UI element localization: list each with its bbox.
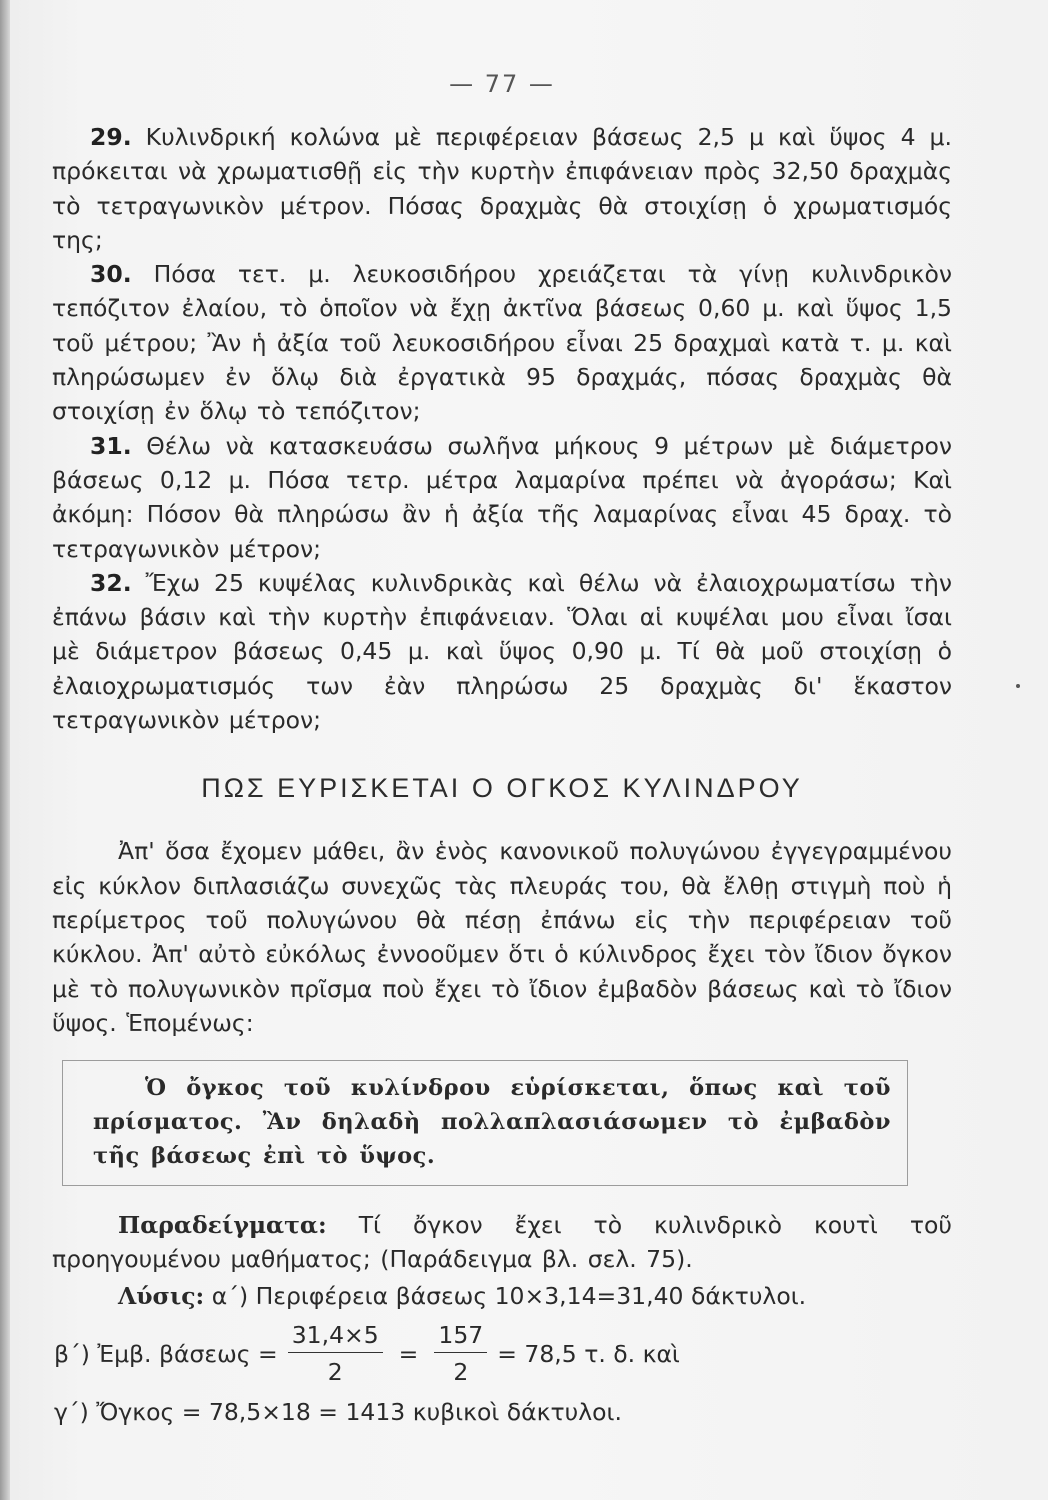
theorem-box bbox=[62, 1060, 908, 1186]
solution-step-b-prefix: β΄) Ἐμβ. βάσεως = bbox=[54, 1339, 278, 1368]
solution-step-c: γ΄) Ὄγκος = 78,5×18 = 1413 κυβικοὶ δάκτυλοι. bbox=[54, 1397, 622, 1426]
intro-paragraph: Ἀπ' ὅσα ἔχομεν μάθει, ἂν ἑνὸς κανονικοῦ πολυγώνου ἐγγεγραμμένου εἰς κύκλον διπλασιάζω συνεχῶς τὰς πλευράς του, θὰ ἔλθῃ στιγμὴ ποὺ ἡ περίμετρος τοῦ πολυγώνου θὰ πέσῃ ἐπάνω εἰς τὴν περιφέρειαν τοῦ κύκλου. Ἀπ' αὐτὸ εὐκόλως ἐννοοῦμεν ὅτι ὁ κύλινδρος ἔχει τὸν ἴδιον ὄγκον μὲ τὸ πολυγωνικὸν πρῖσμα ποὺ ἔχει τὸ ἴδιον ἐμβαδὸν βάσεως καὶ τὸ ἴδιον ὕψος. Ἑπομένως: bbox=[52, 837, 952, 1037]
example-paragraph bbox=[52, 1208, 952, 1277]
example-text: Τί ὄγκον ἔχει τὸ κυλινδρικὸ κουτὶ τοῦ προηγουμένου μαθήματος; (Παράδειγμα βλ. σελ. 75). bbox=[52, 1211, 952, 1274]
solution-step-a-text: α΄) Περιφέρεια βάσεως 10×3,14=31,40 δάκτυλοι. bbox=[211, 1281, 807, 1310]
problem-text: Κυλινδρική κολώνα μὲ περιφέρειαν βάσεως 2,5 μ καὶ ὕψος 4 μ. πρόκειται νὰ χρωματισθῇ εἰς τὴν κυρτὴν ἐπιφάνειαν πρὸς 32,50 δραχμὰς τὸ τετραγωνικὸν μέτρον. Πόσας δραχμὰς θὰ στοιχίσῃ ὁ χρωματισμός της; bbox=[52, 123, 952, 254]
problem-number: 29. bbox=[90, 123, 132, 151]
section-heading: ΠΩΣ ΕΥΡΙΣΚΕΤΑΙ Ο ΟΓΚΟΣ ΚΥΛΙΝΔΡΟΥ bbox=[201, 773, 803, 804]
fraction-1-denominator: 2 bbox=[327, 1358, 343, 1387]
fraction-1 bbox=[288, 1320, 383, 1387]
example-label: Παραδείγματα: bbox=[118, 1211, 327, 1240]
problem-31 bbox=[52, 429, 952, 566]
problem-text: Ἔχω 25 κυψέλας κυλινδρικὰς καὶ θέλω νὰ ἐλαιοχρωματίσω τὴν ἐπάνω βάσιν καὶ τὴν κυρτὴν ἐπιφάνειαν. Ὅλαι αἱ κυψέλαι μου εἶναι ἴσαι μὲ διάμετρον βάσεως 0,45 μ. καὶ ὕψος 0,90 μ. Τί θὰ μοῦ στοιχίσῃ ὁ ἐλαιοχρωματισμός των ἐὰν πληρώσω 25 δραχμὰς δι' ἕκαστον τετραγωνικὸν μέτρον; bbox=[52, 568, 952, 735]
book-page bbox=[52, 70, 952, 1431]
fraction-2 bbox=[434, 1320, 487, 1387]
problem-number: 32. bbox=[90, 568, 132, 597]
problem-30 bbox=[52, 257, 952, 428]
page-number: — 77 — bbox=[449, 70, 555, 98]
fraction-2-denominator: 2 bbox=[453, 1358, 469, 1387]
equals-sign: = bbox=[398, 1339, 419, 1368]
problem-text: Θέλω νὰ κατασκευάσω σωλῆνα μήκους 9 μέτρων μὲ διάμετρον βάσεως 0,12 μ. Πόσα τετρ. μέτρα λαμαρίνα πρέπει νὰ ἀγοράσω; Καὶ ἀκόμη: Πόσον θὰ πληρώσω ἂν ἡ ἀξία τῆς λαμαρίνας εἶναι 45 δραχ. τὸ τετραγωνικὸν μέτρον; bbox=[52, 431, 952, 563]
problem-number: 31. bbox=[90, 431, 132, 460]
page-speck bbox=[1016, 684, 1020, 688]
solution-label: Λύσις: bbox=[118, 1281, 205, 1310]
problem-number: 30. bbox=[90, 260, 132, 289]
page-left-edge-shadow bbox=[0, 0, 10, 1500]
solution-step-b bbox=[52, 1315, 952, 1393]
problem-29 bbox=[52, 120, 952, 257]
problem-text: Πόσα τετ. μ. λευκοσιδήρου χρειάζεται τὰ γίνῃ κυλινδρικὸν τεπόζιτον ἐλαίου, τὸ ὁποῖον νὰ ἔχῃ ἀκτῖνα βάσεως 0,60 μ. καὶ ὕψος 1,5 τοῦ μέτρου; Ἂν ἡ ἀξία τοῦ λευκοσιδήρου εἶναι 25 δραχμαὶ κατὰ τ. μ. καὶ πληρώσωμεν ἐν ὅλῳ διὰ ἐργατικὰ 95 δραχμάς, πόσας δραχμὰς θὰ στοιχίσῃ ἐν ὅλῳ τὸ τεπόζιτον; bbox=[52, 260, 952, 426]
solution-step-a bbox=[52, 1277, 952, 1315]
solution-step-b-suffix: = 78,5 τ. δ. καὶ bbox=[497, 1339, 680, 1368]
fraction-1-numerator: 31,4×5 bbox=[288, 1320, 383, 1353]
fraction-2-numerator: 157 bbox=[434, 1320, 487, 1353]
problem-32 bbox=[52, 566, 952, 737]
theorem-text: Ὁ ὄγκος τοῦ κυλίνδρου εὑρίσκεται, ὅπως καὶ τοῦ πρίσματος. Ἂν δηλαδὴ πολλαπλασιάσωμεν τὸ ἐμβαδὸν τῆς βάσεως ἐπὶ τὸ ὕψος. bbox=[93, 1075, 891, 1170]
